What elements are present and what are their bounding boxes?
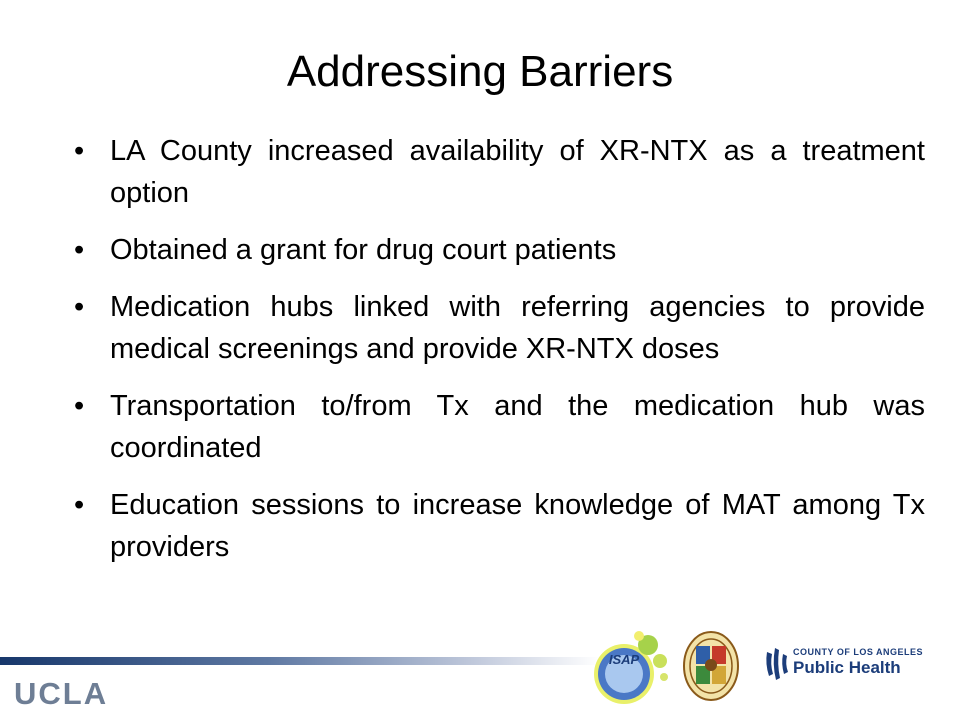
public-health-label: Public Health: [793, 658, 901, 677]
bullet-item: • Obtained a grant for drug court patients: [110, 229, 925, 271]
footer-gradient-bar: [0, 657, 600, 665]
isap-logo-icon: [590, 628, 672, 710]
bullet-list: [110, 130, 925, 583]
public-health-icon: [763, 644, 791, 684]
bullet-item: • Medication hubs linked with referring agencies to provide medical screenings and provide XR-NTX doses: [110, 286, 925, 370]
county-seal-icon: [682, 630, 740, 702]
ucla-logo: UCLA: [14, 676, 109, 711]
bullet-item: • Education sessions to increase knowledge of MAT among Tx providers: [110, 484, 925, 568]
county-label: COUNTY OF LOS ANGELES: [793, 647, 924, 657]
slide-title: Addressing Barriers: [286, 47, 674, 96]
isap-logo-text: ISAP: [608, 652, 640, 667]
bullet-item: • Transportation to/from Tx and the medication hub was coordinated: [110, 385, 925, 469]
bullet-item: • LA County increased availability of XR-NTX as a treatment option: [110, 130, 925, 214]
